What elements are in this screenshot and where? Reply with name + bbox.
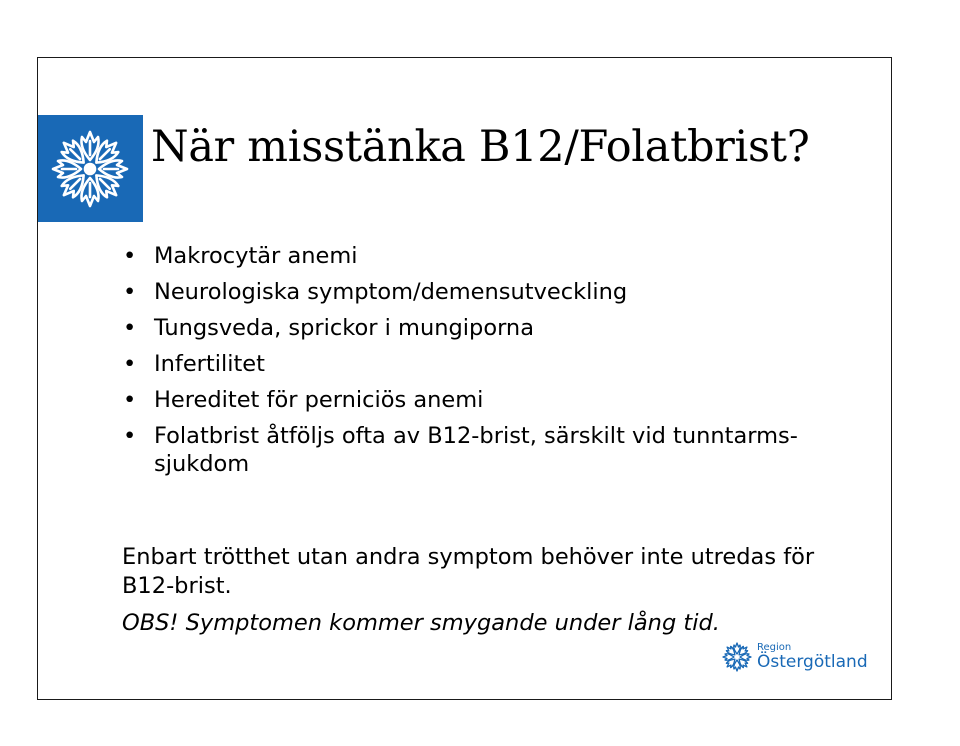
slide	[37, 57, 892, 700]
list-item	[116, 350, 856, 378]
list-item-text: Infertilitet	[154, 351, 265, 377]
logo-text	[757, 643, 868, 671]
bullet-list	[116, 242, 856, 486]
list-item-text: Tungsveda, sprickor i mungiporna	[154, 315, 534, 341]
list-item-text: Neurologiska symptom/demensutveckling	[154, 279, 628, 305]
list-item-text: Hereditet för perniciös anemi	[154, 387, 484, 413]
bullet-icon: •	[123, 315, 137, 341]
logo-block	[38, 115, 143, 222]
list-item	[116, 386, 856, 414]
slide-title: När misstänka B12/Folatbrist?	[151, 122, 810, 172]
list-item	[116, 314, 856, 342]
region-logo	[720, 640, 868, 674]
list-item	[116, 278, 856, 306]
list-item-text: Folatbrist åtföljs ofta av B12-brist, särskilt vid tunntarms-sjukdom	[154, 423, 798, 477]
flower-icon	[38, 115, 143, 222]
logo-region-label: Region	[757, 642, 792, 653]
logo-name: Östergötland	[757, 652, 868, 672]
list-item	[116, 242, 856, 270]
list-item-text: Makrocytär anemi	[154, 243, 358, 269]
bullet-icon: •	[123, 423, 137, 449]
flower-icon	[720, 640, 754, 674]
list-item	[116, 422, 856, 478]
obs-note: OBS! Symptomen kommer smygande under lång tid.	[122, 610, 720, 636]
bullet-icon: •	[123, 279, 137, 305]
bullet-icon: •	[123, 351, 137, 377]
body-text: Enbart trötthet utan andra symptom behöver inte utredas för B12-brist.	[122, 544, 815, 599]
bullet-icon: •	[123, 243, 137, 269]
bullet-icon: •	[123, 387, 137, 413]
